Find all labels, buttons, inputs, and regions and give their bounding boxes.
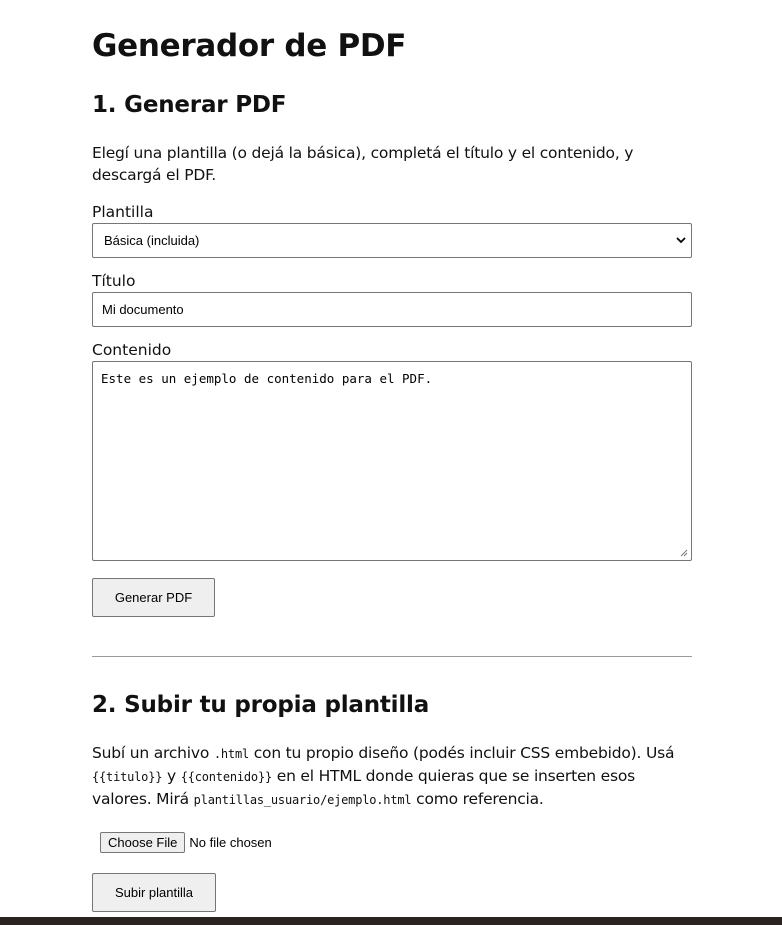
template-label: Plantilla (92, 203, 154, 221)
chevron-down-icon (675, 234, 687, 246)
section-upload-description (92, 742, 692, 811)
desc-text-5: como referencia. (411, 790, 544, 808)
upload-template-button[interactable]: Subir plantilla (92, 873, 216, 912)
desc-code-contenido: {{contenido}} (180, 770, 273, 784)
desc-text-2: con tu propio diseño (podés incluir CSS embebido). Usá (249, 744, 675, 762)
desc-code-titulo: {{titulo}} (92, 770, 163, 784)
template-select[interactable] (92, 223, 692, 258)
section-divider (92, 656, 692, 657)
desc-text-4: en el HTML donde quieras que se inserten esos valores. Mirá (92, 767, 635, 808)
desc-text-3: y (162, 767, 181, 785)
section-generate-description: Elegí una plantilla (o dejá la básica), completá el título y el contenido, y descargá el PDF. (92, 144, 634, 184)
template-select-value: Básica (incluida) (104, 233, 200, 248)
desc-text-1: Subí un archivo (92, 744, 214, 762)
generate-pdf-button[interactable]: Generar PDF (92, 578, 215, 617)
file-input[interactable] (100, 832, 272, 853)
section-upload-heading: 2. Subir tu propia plantilla (92, 692, 430, 718)
file-status-text: No file chosen (189, 835, 272, 850)
desc-code-example-path: plantillas_usuario/ejemplo.html (193, 793, 412, 807)
section-generate-heading: 1. Generar PDF (92, 92, 287, 118)
choose-file-button[interactable]: Choose File (100, 832, 185, 853)
window-bottom-edge (0, 917, 782, 925)
title-input[interactable] (92, 292, 692, 327)
title-label: Título (92, 272, 136, 290)
content-textarea[interactable] (92, 361, 692, 561)
content-label: Contenido (92, 341, 172, 359)
desc-code-html: .html (213, 747, 249, 761)
resize-grip-icon[interactable] (680, 549, 688, 557)
page-title: Generador de PDF (92, 28, 407, 64)
